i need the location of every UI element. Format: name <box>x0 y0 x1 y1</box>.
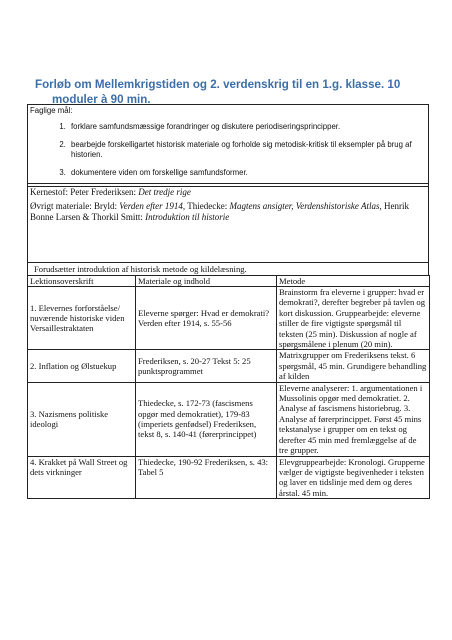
core-material-title: Det tredje rige <box>138 187 191 197</box>
material-cell: Eleverne spørger: Hvad er demokrati? Verden efter 1914, s. 55-56 <box>136 287 277 350</box>
table-row <box>28 456 430 499</box>
goals-list <box>30 122 426 178</box>
goals-cell <box>28 105 429 187</box>
other-material: Øvrigt materiale: Bryld: Verden efter 1914, Thiedecke: Magtens ansigter, Verdenshistoriske Atlas, Henrik Bonne Larsen & Thorkil Smitt: Introduktion til historie <box>30 201 409 222</box>
goal-item: 3. dokumentere viden om forskellige samfundsformer. <box>68 168 426 178</box>
lesson-cell: 4. Krakket på Wall Street og dets virkninger <box>28 456 136 499</box>
table-row <box>28 382 430 456</box>
material-cell: Thiedecke, 190-92 Frederiksen, s. 43: Tabel 5 <box>136 456 277 499</box>
prerequisite-text: Forudsætter introduktion af historisk metode og kildelæsning. <box>28 263 429 276</box>
lesson-cell: 1. Elevernes forforståelse/ nuværende historiske viden Versaillestraktaten <box>28 287 136 350</box>
goal-item: 1. forklare samfundsmæssige forandringer og diskutere periodiseringsprincipper. <box>68 122 426 132</box>
table-row <box>28 350 430 382</box>
document-title <box>35 77 430 107</box>
header-lesson: Lektionsoverskrift <box>28 276 136 287</box>
material-cell: Thiedecke, s. 172-73 (fascismens opgør med demokratiet), 179-83 (imperiets genfødsel) Frederiksen, tekst 8, s. 140-41 (førerprincippet) <box>136 382 277 456</box>
material-cell: Frederiksen, s. 20-27 Tekst 5: 25 punktsprogrammet <box>136 350 277 382</box>
materials-cell <box>28 184 429 263</box>
title-line-1: Forløb om Mellemkrigstiden og 2. verdenskrig til en 1.g. klasse. 10 <box>35 78 401 91</box>
table-row <box>28 287 430 350</box>
method-cell: Elevgruppearbejde: Kronologi. Grupperne vælger de vigtigste begivenheder i teksten og laver en tidslinje med dem og deres årstal. 45 min. <box>277 456 430 499</box>
title-line-2: moduler à 90 min. <box>52 93 151 106</box>
materials-table <box>27 183 429 263</box>
table-header-row <box>28 276 430 287</box>
lesson-cell: 2. Inflation og Ølstuekup <box>28 350 136 382</box>
method-cell: Brainstorm fra eleverne i grupper: hvad er demokrati?, derefter begreber på tavlen og kort diskussion. Gruppearbejde: eleverne stiller de fire vigtigste spørgsmål til teksten (25 min). Diskussion af nogle af spørgsmålene i plenum (20 min). <box>277 287 430 350</box>
goals-table <box>27 104 429 187</box>
method-cell: Eleverne analyserer: 1. argumentationen i Mussolinis opgør med demokratiet. 2. Analyse af fascismens historiebrug. 3. Analyse af førerprincippet. Først 45 mins tekstanalyse i grupper om en tekst og derefter 45 min med fremlæggelse af de tre grupper. <box>277 382 430 456</box>
goals-heading: Faglige mål: <box>30 106 73 115</box>
lesson-cell: 3. Nazismens politiske ideologi <box>28 382 136 456</box>
header-material: Materiale og indhold <box>136 276 277 287</box>
goal-item: 2. bearbejde forskelligartet historisk materiale og forholde sig metodisk-kritisk til eksempler på brug af historien. <box>68 140 426 160</box>
header-method: Metode <box>277 276 430 287</box>
lesson-plan-table <box>27 275 430 499</box>
core-material: Kernestof: Peter Frederiksen: Det tredje rige <box>30 187 191 197</box>
method-cell: Matrixgrupper om Frederiksens tekst. 6 spørgsmål, 45 min. Grundigere behandling af kilden <box>277 350 430 382</box>
